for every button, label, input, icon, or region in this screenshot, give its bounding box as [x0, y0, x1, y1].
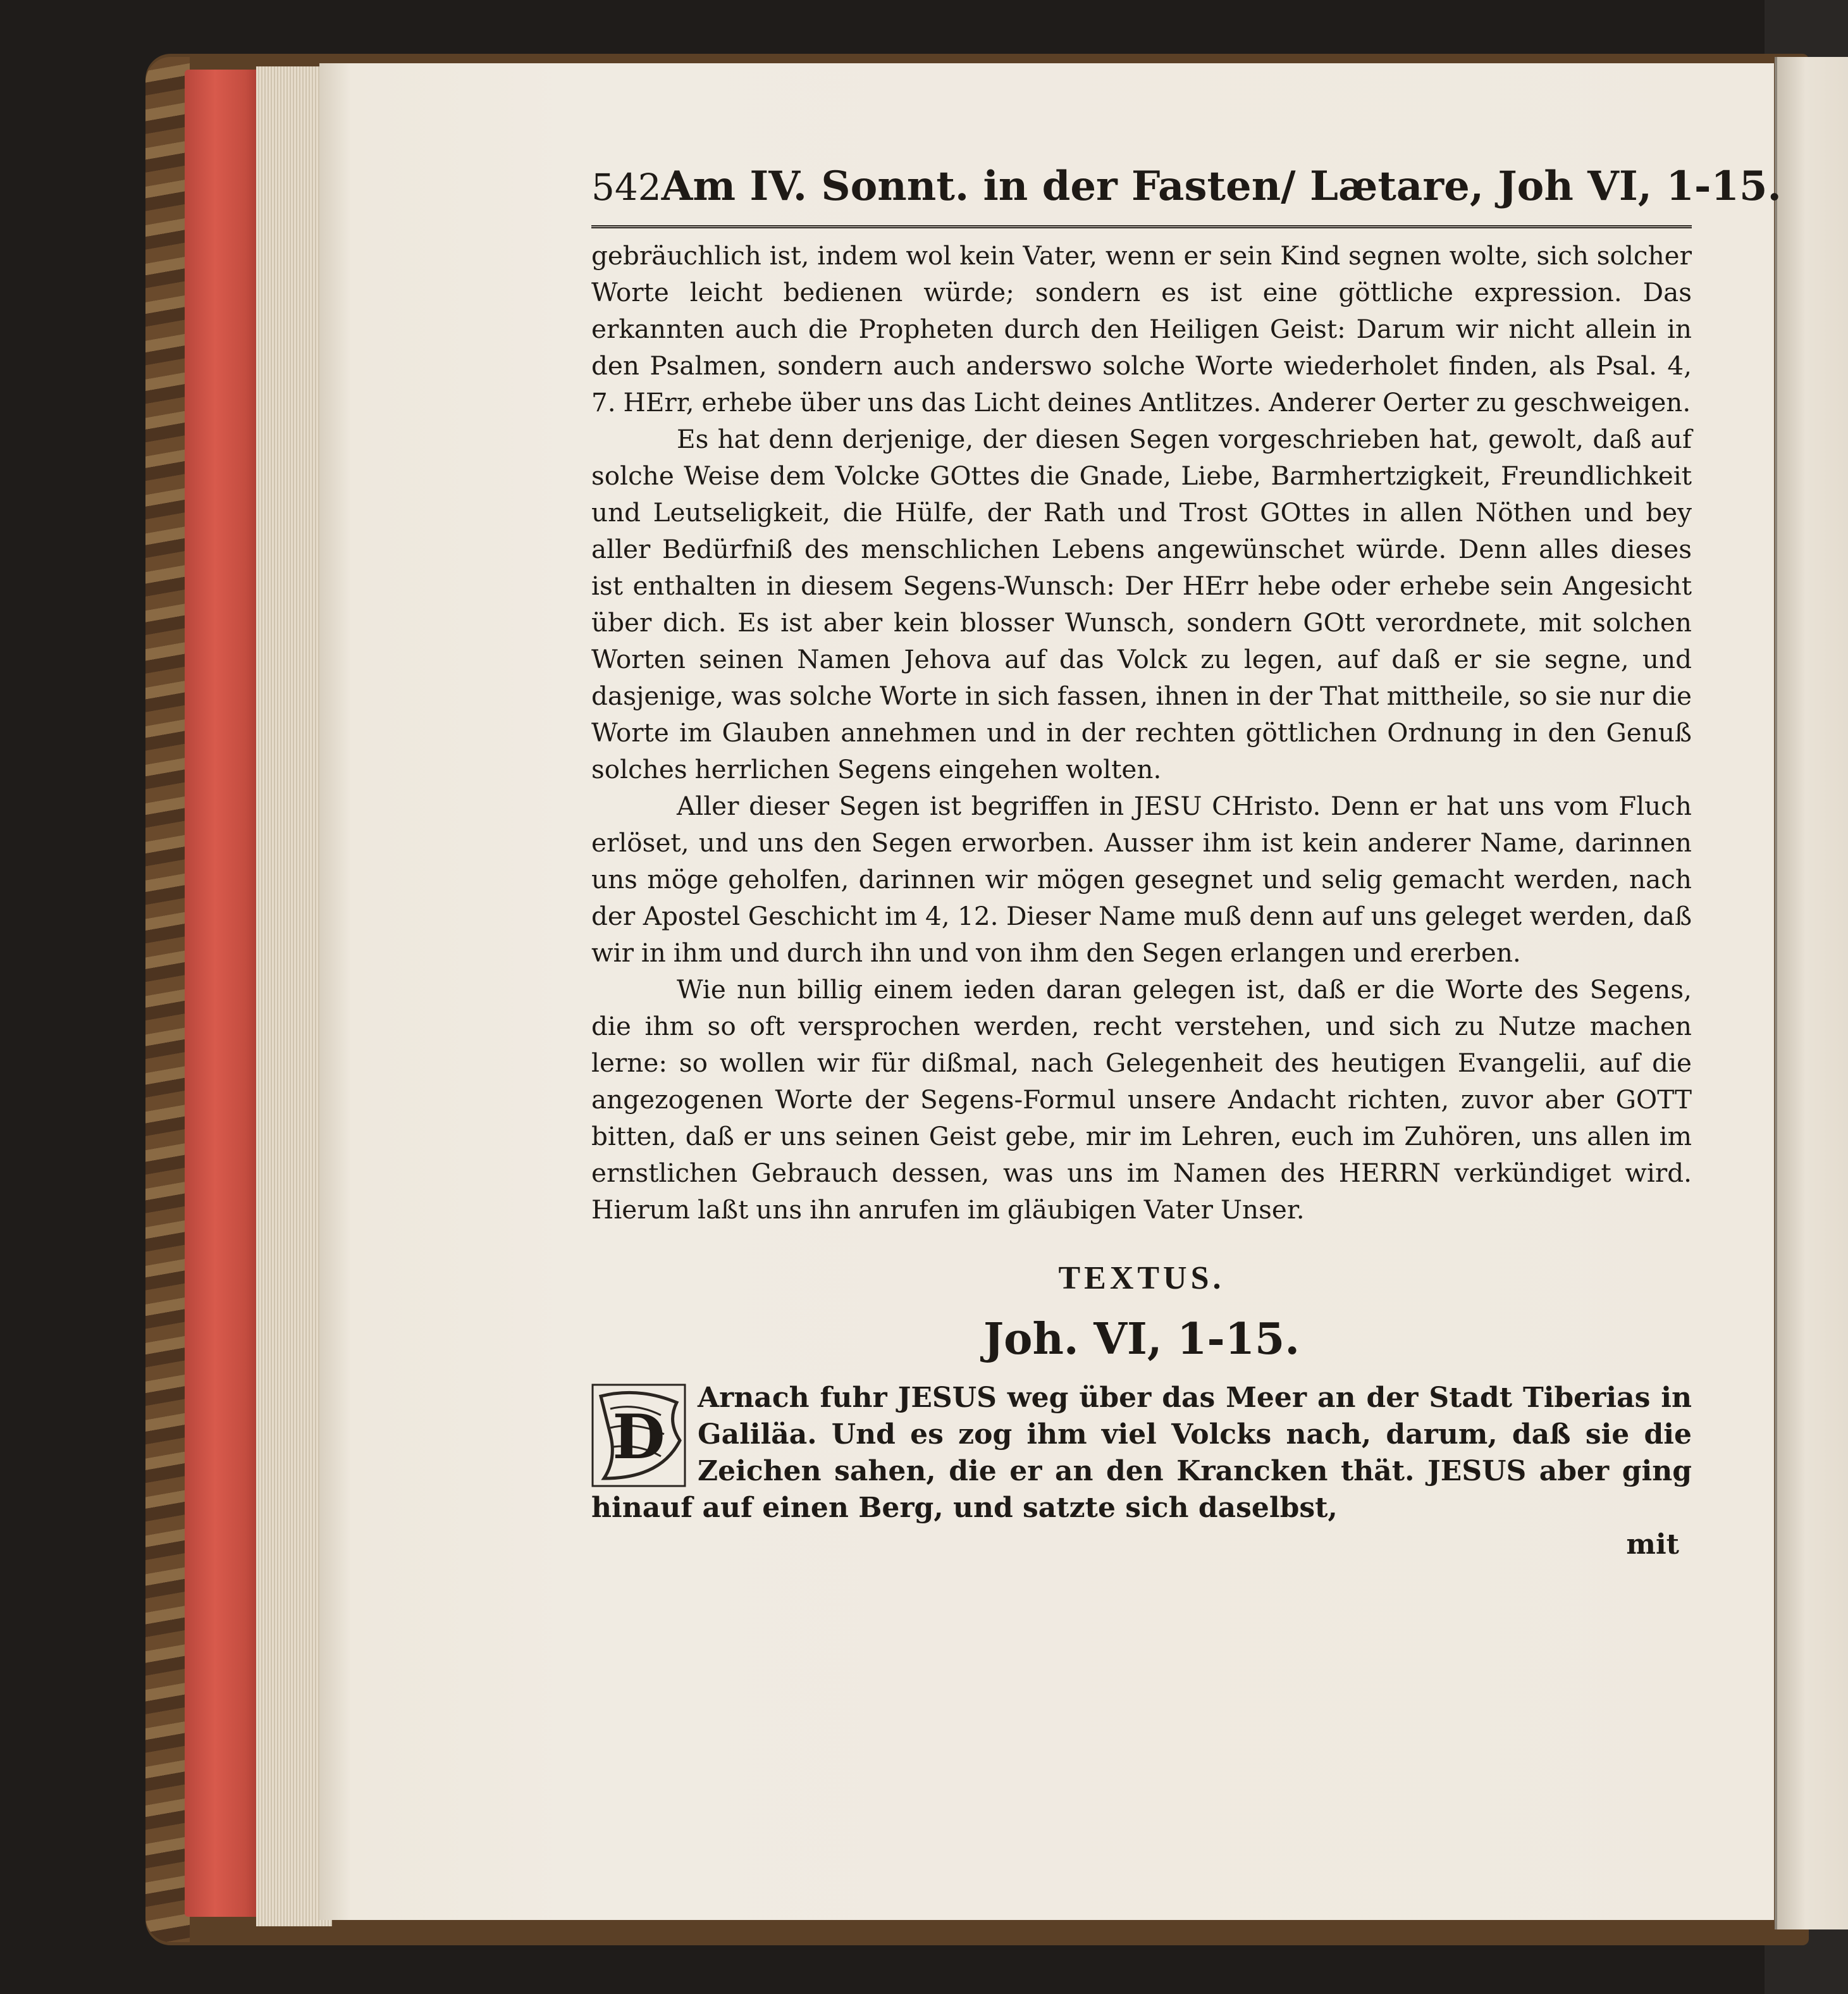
red-page-edge [185, 70, 261, 1917]
paragraph: Wie nun billig einem ieden daran gelegen ist, daß er die Worte des Segens, die ihm so oft versprochen werden, recht verstehen, und sich zu Nutze machen lerne: so wollen wir für dißmal, nach Gelegenheit des heutigen Evangelii, auf die angezogenen Worte der Segens-Formul unsere Andacht richten, zuvor aber GOTT bitten, daß er uns seinen Geist gebe, mir im Lehren, euch im Zuhören, uns allen im ernstlichen Gebrauch dessen, was uns im Namen des HERRN verkündiget wird. Hierum laßt uns ihn anrufen im gläubigen Vater Unser. [591, 974, 1692, 1225]
paragraph: Aller dieser Segen ist begriffen in JESU CHristo. Denn er hat uns vom Fluch erlöset, und uns den Segen erworben. Ausser ihm ist kein anderer Name, darinnen uns möge geholfen, darinnen wir mögen gesegnet und selig gemacht werden, nach der Apostel Geschicht im 4, 12. Dieser Name muß denn auf uns geleget werden, daß wir in ihm und durch ihn und von ihm den Segen erlangen und ererben. [591, 791, 1692, 968]
running-header [591, 158, 1782, 228]
decorated-initial-icon [591, 1384, 686, 1488]
scripture-reference: Joh. VI, 1-15. [983, 1314, 1300, 1365]
cover-marbled-edge [145, 57, 190, 1942]
body-text [591, 237, 1692, 1228]
initial-letter: D [612, 1401, 665, 1473]
paragraph: gebräuchlich ist, indem wol kein Vater, wenn er sein Kind segnen wolte, sich solcher Worte leicht bedienen würde; sondern es ist eine göttliche expression. Das erkannten auch die Propheten durch den Heiligen Geist: Darum wir nicht allein in den Psalmen, sondern auch anderswo solche Worte wiederholet finden, als Psal. 4, 7. HErr, erhebe über uns das Licht deines Antlitzes. Anderer Oerter zu geschweigen. [591, 240, 1692, 418]
facing-page-sliver [1777, 57, 1848, 1929]
running-title: Am IV. Sonnt. in der Fasten/ Lætare, Joh VI, 1-15. [661, 163, 1782, 210]
catchword: mit [1626, 1528, 1679, 1561]
textus-heading: TEXTUS. [1058, 1260, 1225, 1296]
page-number: 542 [591, 166, 662, 209]
paragraph: Es hat denn derjenige, der diesen Segen vorgeschrieben hat, gewolt, daß auf solche Weise dem Volcke GOttes die Gnade, Liebe, Barmhertzigkeit, Freundlichkeit und Leutseligkeit, die Hülfe, der Rath und Trost GOttes in allen Nöthen und bey aller Bedürfniß des menschlichen Lebens angewünschet würde. Denn alles dieses ist enthalten in diesem Segens-Wunsch: Der HErr hebe oder erhebe sein Angesicht über dich. Es ist aber kein blosser Wunsch, sondern GOtt verordnete, mit solchen Worten seinen Namen Jehova auf das Volck zu legen, auf daß er sie segne, und dasjenige, was solche Worte in sich fassen, ihnen in der That mittheile, so sie nur die Worte im Glauben annehmen und in der rechten göttlichen Ordnung in den Genuß solches herrlichen Segens eingehen wolten. [591, 424, 1692, 784]
gospel-text-block [591, 1380, 1692, 1526]
page-text [591, 158, 1782, 1563]
gospel-text: Arnach fuhr JESUS weg über das Meer an der Stadt Tiberias in Galiläa. Und es zog ihm viel Volcks nach, darum, daß sie die Zeichen sahen, die er an den Krancken thät. JESUS aber ging hinauf auf einen Berg, und satzte sich daselbst, [591, 1382, 1692, 1524]
